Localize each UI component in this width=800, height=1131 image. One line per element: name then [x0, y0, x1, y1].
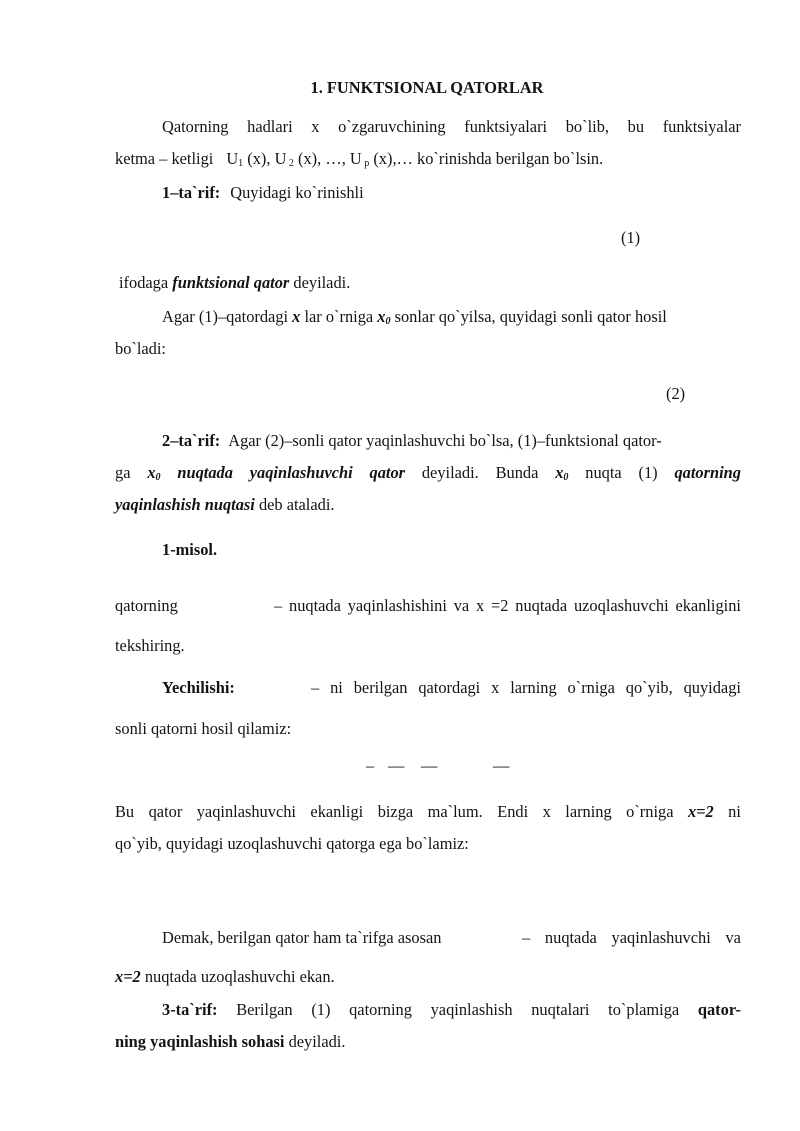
example-line-2: tekshiring. — [115, 636, 185, 655]
term: ning yaqinlashish sohasi — [115, 1032, 285, 1051]
word: – — [274, 596, 283, 615]
text: Agar (2)–sonli qator yaqinlashuvchi bo`lsa, (1)–funktsional qator- — [228, 431, 662, 450]
word: larning — [510, 678, 557, 697]
word: nuqtada — [544, 928, 597, 947]
word: ni — [728, 802, 741, 821]
paragraph-divergence-line-2: qo`yib, quyidagi uzoqlashuvchi qatorga ega bo`lamiz: — [115, 834, 469, 853]
word: nuqtalari — [531, 1000, 590, 1019]
paragraph-intro-line-2 — [115, 149, 603, 174]
text: U — [226, 149, 239, 168]
word: to`plamiga — [608, 1000, 680, 1019]
dash: — — [493, 756, 510, 775]
paragraph-definition-term — [119, 273, 350, 293]
text: ifodaga — [119, 273, 173, 292]
variable: x=2 — [115, 967, 141, 986]
word: ga — [115, 463, 131, 482]
definition-label: 2–ta`rif: — [162, 431, 221, 450]
text: deyiladi. — [289, 273, 351, 292]
subscript: 0 — [563, 472, 569, 483]
word: x=2 — [687, 802, 714, 821]
subscript: p — [361, 158, 370, 169]
word: quyidagi — [683, 678, 741, 697]
text: Demak, berilgan qator ham ta`rifga asosan — [162, 928, 442, 947]
word: Berilgan — [236, 1000, 293, 1019]
paragraph-substitution-line-1 — [162, 307, 667, 332]
paragraph-divergence-line-1 — [115, 802, 741, 822]
word: nuqta — [585, 463, 622, 482]
word: funktsiyalari — [464, 117, 548, 136]
solution-label: Yechilishi: — [162, 678, 235, 697]
text: deyiladi. — [284, 1032, 346, 1051]
dash: — — [421, 756, 438, 775]
word: nuqtada — [515, 596, 568, 615]
subscript: 0 — [155, 472, 161, 483]
definition-label: 1–ta`rif: — [162, 183, 221, 202]
conclusion-line-1 — [162, 928, 741, 948]
word: funktsiyalar — [662, 117, 741, 136]
word: ni — [330, 678, 343, 697]
dash: — — [388, 756, 405, 775]
word: Bunda — [495, 463, 539, 482]
definition-3-line-2 — [115, 1032, 345, 1052]
text: (x), …, U — [293, 149, 362, 168]
text: sonlar qo`yilsa, quyidagi sonli qator hosil — [390, 307, 667, 326]
word: yaqinlashish — [430, 1000, 513, 1019]
word: qator- — [697, 1000, 741, 1019]
solution-line-1 — [162, 678, 741, 698]
word: qator — [148, 802, 183, 821]
word: ekanligi — [310, 802, 364, 821]
word: o`rniga — [567, 678, 615, 697]
subscript: 1 — [238, 158, 244, 169]
word: ma`lum. — [427, 802, 483, 821]
word: uzoqlashuvchi — [573, 596, 669, 615]
word: x — [311, 117, 320, 136]
word: =2 — [491, 596, 509, 615]
word: Bu — [115, 802, 135, 821]
word: berilgan — [353, 678, 408, 697]
word: nuqtada — [289, 596, 341, 615]
word: qatorning — [115, 596, 178, 615]
word: nuqtada — [177, 463, 233, 482]
conclusion-line-2 — [115, 967, 335, 987]
word: qatorning — [349, 1000, 412, 1019]
solution-line-2: sonli qatorni hosil qilamiz: — [115, 719, 292, 738]
page-title: 1. FUNKTSIONAL QATORLAR — [310, 78, 544, 97]
definition-1 — [162, 183, 364, 203]
example-heading: 1-misol. — [162, 540, 218, 559]
text: (x), U — [243, 149, 287, 168]
text: Agar (1)–qatordagi — [162, 307, 293, 326]
text: ketma – ketligi — [115, 149, 214, 168]
word: – — [522, 928, 531, 947]
text: lar o`rniga — [300, 307, 378, 326]
word: qatordagi — [418, 678, 481, 697]
definition-text: Quyidagi ko`rinishli — [230, 183, 364, 202]
definition-2-line-3 — [115, 495, 334, 515]
word: (1) — [311, 1000, 331, 1019]
dash: – — [366, 756, 375, 775]
series-dashes — [366, 756, 516, 776]
definition-2-line-1 — [162, 431, 662, 451]
definition-2-line-2 — [115, 463, 741, 488]
definition-3-line-1 — [162, 1000, 741, 1020]
equation-number-2: (2) — [666, 384, 686, 403]
word: deyiladi. — [421, 463, 479, 482]
word: $x_0$ — [555, 463, 569, 483]
word: bo`lib, — [565, 117, 609, 136]
term: funktsional qator — [172, 273, 290, 292]
subscript: 2 — [286, 158, 294, 169]
word: va — [453, 596, 470, 615]
word: yaqinlashuvchi — [249, 463, 353, 482]
example-line-1 — [115, 596, 741, 616]
equation-number-1: (1) — [621, 228, 641, 247]
definition-label: 3-ta`rif: — [162, 1000, 218, 1019]
word: hadlari — [247, 117, 293, 136]
word: – — [311, 678, 320, 697]
text: deb ataladi. — [254, 495, 335, 514]
word: x — [476, 596, 485, 615]
word: Endi — [497, 802, 529, 821]
paragraph-intro-line-1 — [162, 117, 741, 137]
word: ekanligini — [675, 596, 741, 615]
word: larning — [565, 802, 612, 821]
word: (1) — [638, 463, 658, 482]
word: qator — [369, 463, 406, 482]
word: va — [725, 928, 741, 947]
word: yaqinlashuvchi — [196, 802, 296, 821]
word: Qatorning — [162, 117, 229, 136]
text: (x),… ko`rinishda berilgan bo`lsin. — [369, 149, 604, 168]
variable-x: x — [292, 307, 301, 326]
subscript: 0 — [385, 316, 391, 327]
word: yaqinlashishini — [347, 596, 447, 615]
paragraph-substitution-line-2: bo`ladi: — [115, 339, 166, 358]
word: $x_0$ — [147, 463, 161, 483]
word: qatorning — [674, 463, 741, 482]
word: o`rniga — [626, 802, 674, 821]
word: yaqinlashuvchi — [611, 928, 711, 947]
word: x — [491, 678, 500, 697]
word: qo`yib, — [625, 678, 673, 697]
word: bizga — [377, 802, 414, 821]
word: x — [542, 802, 551, 821]
term: yaqinlashish nuqtasi — [115, 495, 255, 514]
text: nuqtada uzoqlashuvchi ekan. — [140, 967, 335, 986]
variable-x0: x — [377, 307, 386, 326]
word: o`zgaruvchining — [338, 117, 446, 136]
word: bu — [627, 117, 645, 136]
